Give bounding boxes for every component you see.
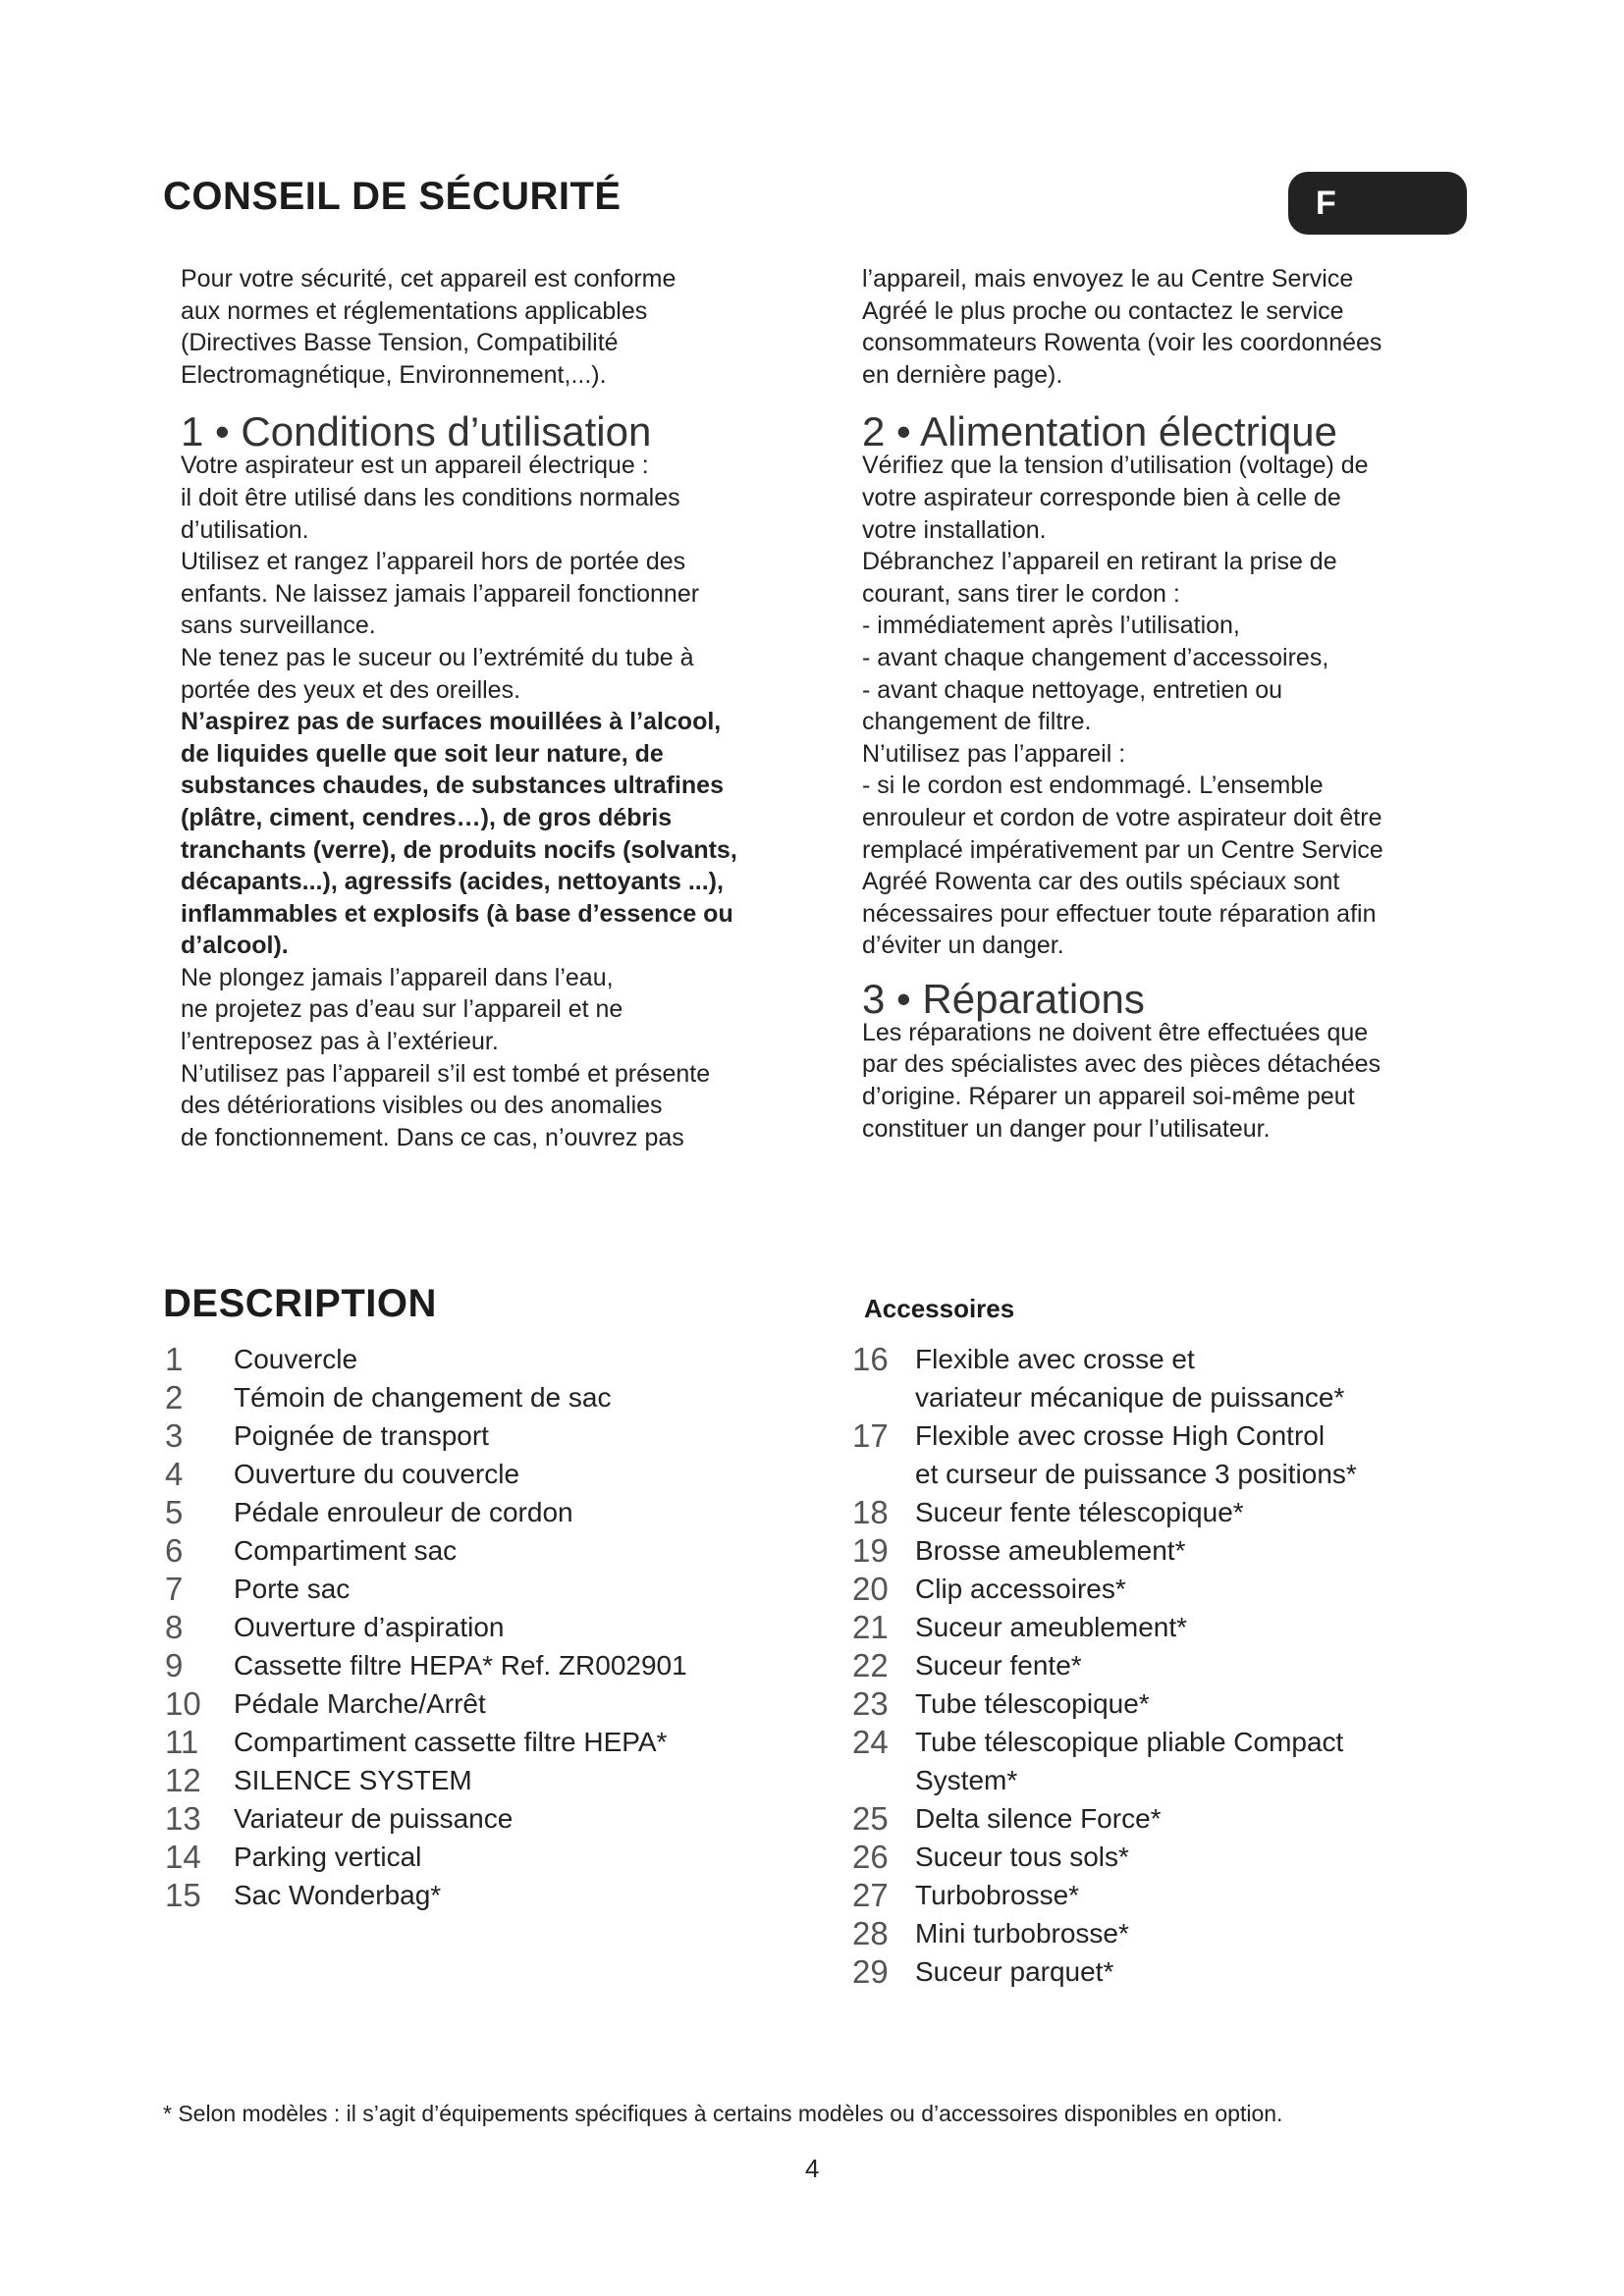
text-line: N’utilisez pas l’appareil s’il est tombé et présente [181,1059,711,1088]
text-line: d’utilisation. [181,515,309,544]
item-number: 27 [852,1877,889,1913]
item-label: Porte sac [234,1574,351,1604]
text-line: ne projetez pas d’eau sur l’appareil et ne [181,995,623,1024]
item-number: 2 [165,1379,184,1415]
item-number: 20 [852,1571,889,1607]
text-line: - avant chaque changement d’accessoires, [862,643,1329,671]
text-line: l’appareil, mais envoyez le au Centre Service [862,265,1354,293]
item-label: Tube télescopique pliable Compact [915,1727,1344,1757]
text-line: de fonctionnement. Dans ce cas, n’ouvrez pas [181,1123,684,1151]
text-line: consommateurs Rowenta (voir les coordonnées [862,329,1382,357]
list-item [852,1761,1357,1799]
safety-intro [181,263,809,391]
text-line: décapants...), agressifs (acides, nettoyants ...), [181,868,724,896]
text-line: substances chaudes, de substances ultrafines [181,772,724,800]
item-label: Flexible avec crosse et [915,1344,1195,1374]
list-item [852,1570,1357,1608]
item-label: Suceur fente* [915,1650,1082,1681]
safety-right-column [862,263,1490,1145]
item-number: 26 [852,1839,889,1875]
safety-left-column [181,263,809,1153]
item-number: 28 [852,1915,889,1951]
list-item [852,1531,1357,1570]
item-number: 1 [165,1341,184,1377]
text-line: Utilisez et rangez l’appareil hors de portée des [181,548,686,576]
item-label: Suceur ameublement* [915,1612,1188,1642]
section-1-warning [181,706,809,962]
list-item [165,1646,687,1684]
accessories-list [852,1340,1357,1991]
text-line: en dernière page). [862,360,1063,389]
item-number: 25 [852,1800,889,1837]
text-line: Débranchez l’appareil en retirant la prise de [862,548,1337,576]
item-number: 8 [165,1609,184,1645]
list-item [165,1799,687,1838]
text-line: l’entreposez pas à l’extérieur. [181,1028,499,1056]
text-line: - avant chaque nettoyage, entretien ou [862,675,1283,704]
item-label: Flexible avec crosse High Control [915,1420,1326,1451]
text-line: tranchants (verre), de produits nocifs (solvants, [181,835,737,864]
item-number: 6 [165,1532,184,1569]
item-number: 18 [852,1494,889,1530]
item-label: Mini turbobrosse* [915,1918,1129,1949]
text-line: aux normes et réglementations applicables [181,296,648,325]
text-line: il doit être utilisé dans les conditions normales [181,483,680,511]
list-item [165,1761,687,1799]
list-item [852,1876,1357,1914]
list-item [852,1608,1357,1646]
text-line: enfants. Ne laissez jamais l’appareil fonctionner [181,579,700,608]
item-label: Sac Wonderbag* [234,1880,442,1910]
item-label: et curseur de puissance 3 positions* [915,1459,1357,1489]
text-line: constituer un danger pour l’utilisateur. [862,1114,1271,1143]
item-number: 19 [852,1532,889,1569]
text-line: Votre aspirateur est un appareil électrique : [181,452,649,480]
section-1-text [181,450,809,706]
item-label: variateur mécanique de puissance* [915,1382,1345,1413]
text-line: enrouleur et cordon de votre aspirateur doit être [862,803,1382,831]
item-number: 22 [852,1647,889,1683]
item-label: System* [915,1765,1018,1795]
item-label: Cassette filtre HEPA* Ref. ZR002901 [234,1650,687,1681]
list-item [165,1723,687,1761]
item-label: SILENCE SYSTEM [234,1765,472,1795]
text-line: d’éviter un danger. [862,932,1064,960]
item-number: 9 [165,1647,184,1683]
text-line: d’origine. Réparer un appareil soi-même peut [862,1083,1355,1111]
list-item [852,1914,1357,1952]
item-number: 11 [165,1724,199,1760]
text-line: - immédiatement après l’utilisation, [862,612,1240,640]
item-number: 12 [165,1762,201,1798]
description-list [165,1340,687,1914]
text-line: courant, sans tirer le cordon : [862,579,1180,608]
text-line: - si le cordon est endommagé. L’ensemble [862,772,1324,800]
list-item [165,1608,687,1646]
text-line: par des spécialistes avec des pièces détachées [862,1050,1381,1079]
item-number: 17 [852,1417,889,1454]
item-number: 23 [852,1685,889,1722]
item-label: Poignée de transport [234,1420,489,1451]
item-number [852,1378,915,1416]
text-line: Ne tenez pas le suceur ou l’extrémité du tube à [181,643,694,671]
text-line: votre installation. [862,515,1047,544]
list-item [852,1340,1357,1378]
list-item [852,1684,1357,1723]
item-number: 24 [852,1724,889,1760]
list-item [165,1876,687,1914]
list-item [165,1340,687,1378]
item-label: Brosse ameublement* [915,1535,1186,1566]
text-line: portée des yeux et des oreilles. [181,675,521,704]
list-item [165,1570,687,1608]
item-number [852,1455,915,1493]
list-item [165,1684,687,1723]
section-1-text-2 [181,962,809,1154]
item-label: Suceur tous sols* [915,1842,1129,1872]
item-label: Pédale Marche/Arrêt [234,1688,486,1719]
list-item [165,1531,687,1570]
text-line: Agréé le plus proche ou contactez le service [862,296,1344,325]
list-item [165,1838,687,1876]
item-label: Pédale enrouleur de cordon [234,1497,573,1527]
list-item [852,1838,1357,1876]
list-item [165,1416,687,1455]
list-item [852,1646,1357,1684]
item-label: Compartiment sac [234,1535,458,1566]
item-label: Suceur parquet* [915,1956,1114,1987]
item-label: Ouverture du couvercle [234,1459,520,1489]
text-line: (plâtre, ciment, cendres…), de gros débris [181,803,673,831]
text-line: N’aspirez pas de surfaces mouillées à l’alcool, [181,708,722,736]
safety-title: CONSEIL DE SÉCURITÉ [163,175,622,218]
list-item [852,1493,1357,1531]
item-number: 21 [852,1609,889,1645]
list-item [165,1493,687,1531]
item-number: 16 [852,1341,889,1377]
item-label: Compartiment cassette filtre HEPA* [234,1727,668,1757]
text-line: de liquides quelle que soit leur nature, de [181,739,664,768]
item-number: 4 [165,1456,184,1492]
item-label: Suceur fente télescopique* [915,1497,1244,1527]
item-label: Ouverture d’aspiration [234,1612,505,1642]
item-label: Clip accessoires* [915,1574,1126,1604]
text-line: des détériorations visibles ou des anomalies [181,1092,663,1120]
list-item [165,1378,687,1416]
text-line: N’utilisez pas l’appareil : [862,739,1126,768]
language-tab: F [1288,172,1467,235]
section-2-title: 2 • Alimentation électrique [862,408,1337,455]
text-line: inflammables et explosifs (à base d’essence ou [181,899,733,928]
list-item [852,1799,1357,1838]
safety-right-intro [862,263,1490,391]
text-line: (Directives Basse Tension, Compatibilité [181,329,619,357]
footnote: * Selon modèles : il s’agit d’équipements spécifiques à certains modèles ou d’accessoires disponibles en option. [163,2101,1283,2126]
section-1-title: 1 • Conditions d’utilisation [181,408,652,455]
page-number: 4 [805,2154,820,2183]
text-line: Electromagnétique, Environnement,...). [181,360,607,389]
section-3-text [862,1017,1490,1145]
item-label: Tube télescopique* [915,1688,1150,1719]
list-item [852,1416,1357,1455]
text-line: Ne plongez jamais l’appareil dans l’eau, [181,963,614,991]
item-number [852,1761,915,1799]
list-item [852,1378,1357,1416]
text-line: Vérifiez que la tension d’utilisation (voltage) de [862,452,1369,480]
item-number: 15 [165,1877,201,1913]
item-number: 3 [165,1417,184,1454]
item-number: 29 [852,1953,889,1990]
list-item [852,1455,1357,1493]
item-number: 10 [165,1685,201,1722]
item-label: Parking vertical [234,1842,422,1872]
accessories-title: Accessoires [864,1294,1015,1323]
section-3-title: 3 • Réparations [862,975,1145,1022]
section-2-text [862,450,1490,962]
item-number: 7 [165,1571,184,1607]
item-number: 5 [165,1494,184,1530]
text-line: sans surveillance. [181,612,376,640]
text-line: Agréé Rowenta car des outils spéciaux sont [862,868,1340,896]
item-label: Variateur de puissance [234,1803,514,1834]
list-item [165,1455,687,1493]
text-line: nécessaires pour effectuer toute réparation afin [862,899,1377,928]
text-line: Pour votre sécurité, cet appareil est conforme [181,265,677,293]
item-number: 13 [165,1800,201,1837]
text-line: d’alcool). [181,932,289,960]
item-label: Turbobrosse* [915,1880,1080,1910]
text-line: changement de filtre. [862,708,1092,736]
list-item [852,1723,1357,1761]
item-label: Delta silence Force* [915,1803,1162,1834]
text-line: Les réparations ne doivent être effectuées que [862,1018,1369,1046]
list-item [852,1952,1357,1991]
item-label: Témoin de changement de sac [234,1382,612,1413]
description-title: DESCRIPTION [163,1282,437,1325]
text-line: remplacé impérativement par un Centre Service [862,835,1383,864]
item-label: Couvercle [234,1344,358,1374]
item-number: 14 [165,1839,201,1875]
text-line: votre aspirateur corresponde bien à celle de [862,483,1341,511]
